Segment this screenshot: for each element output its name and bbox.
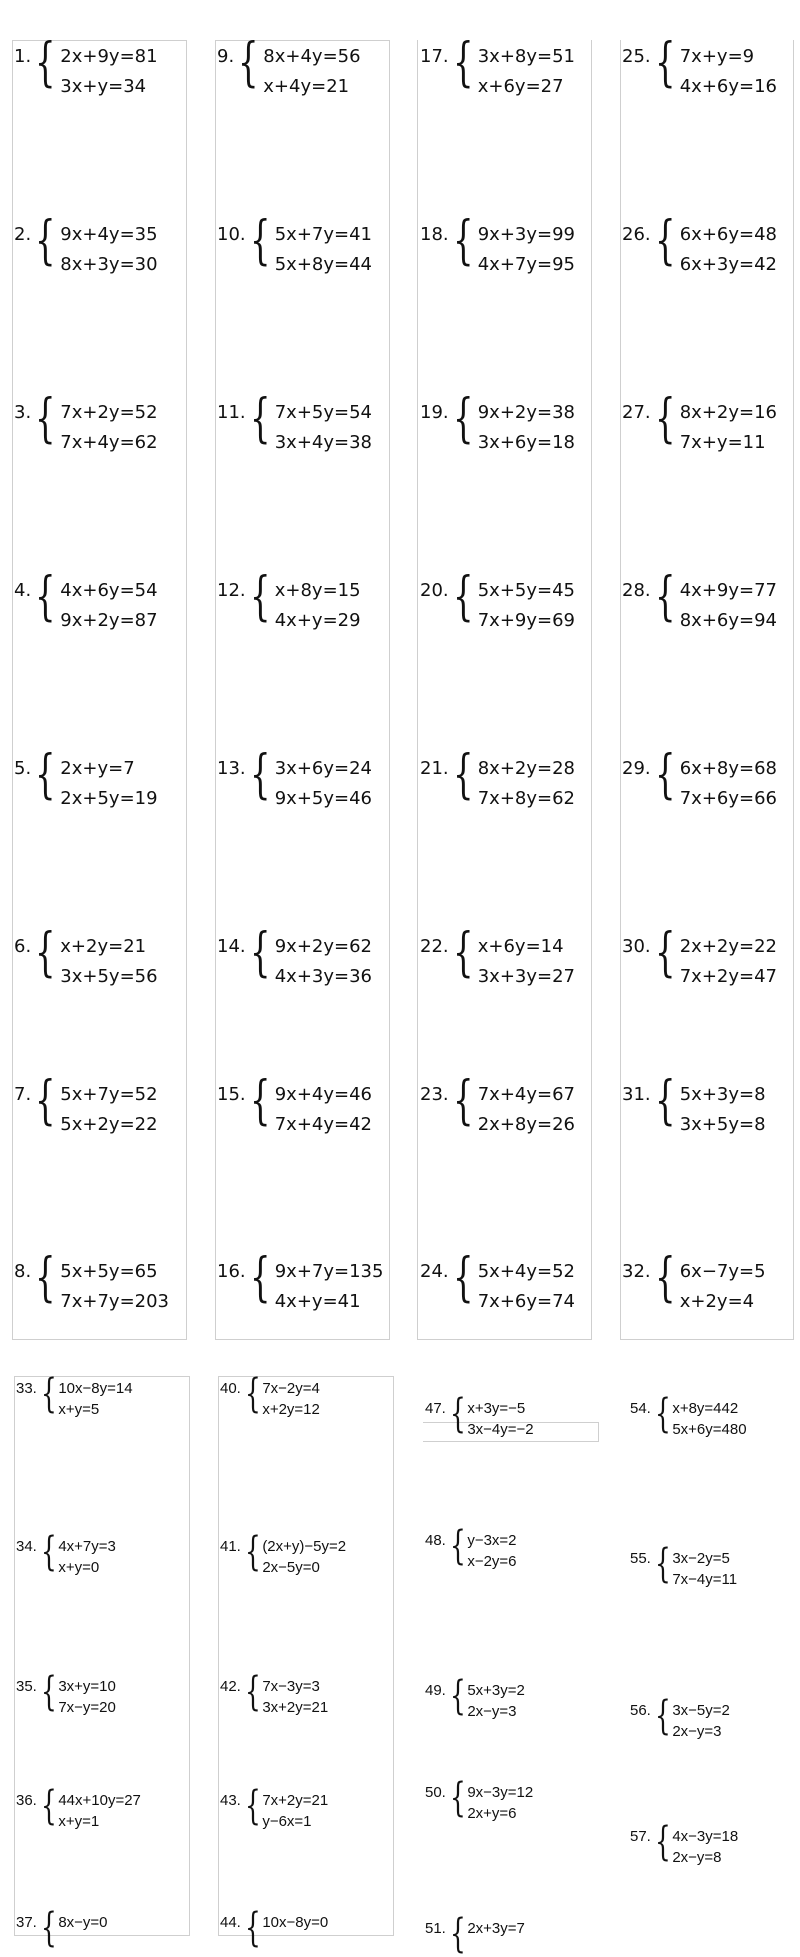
problem-number: 40. xyxy=(220,1380,241,1397)
equation: 3x−2y=5 xyxy=(672,1550,730,1567)
problem-number: 15. xyxy=(217,1084,246,1105)
left-brace-icon: { xyxy=(35,1248,56,1308)
left-brace-icon: { xyxy=(452,567,474,627)
equation: 7x+6y=74 xyxy=(477,1291,576,1312)
equation-system xyxy=(217,389,373,458)
equation: 9x−3y=12 xyxy=(467,1784,534,1801)
equation: 7x+6y=66 xyxy=(679,788,778,809)
left-brace-icon: { xyxy=(35,389,56,449)
problem-number: 20. xyxy=(420,580,449,601)
equation-system xyxy=(622,745,778,814)
problem-number: 17. xyxy=(420,46,449,67)
problem-number: 49. xyxy=(425,1682,446,1699)
problem-number: 14. xyxy=(217,936,246,957)
left-brace-icon: { xyxy=(249,1248,271,1308)
problem-number: 4. xyxy=(14,580,32,601)
left-brace-icon: { xyxy=(449,1673,466,1719)
problem-number: 5. xyxy=(14,758,32,779)
left-brace-icon: { xyxy=(452,1071,474,1131)
problem-number: 2. xyxy=(14,224,32,245)
equation: 7x+9y=69 xyxy=(477,610,576,631)
equation: x+y=1 xyxy=(58,1813,100,1830)
equation: 7x−2y=4 xyxy=(262,1380,320,1397)
left-brace-icon: { xyxy=(654,1071,676,1131)
equation: 7x+4y=67 xyxy=(477,1084,576,1105)
equation-system xyxy=(425,1391,534,1440)
left-brace-icon: { xyxy=(449,1775,466,1821)
equation-system xyxy=(622,1071,766,1140)
left-brace-icon: { xyxy=(244,1371,261,1417)
left-brace-icon: { xyxy=(452,389,474,449)
left-brace-icon: { xyxy=(35,567,56,627)
problem-number: 41. xyxy=(220,1538,241,1555)
left-brace-icon: { xyxy=(35,1071,56,1131)
problem-number: 6. xyxy=(14,936,32,957)
left-brace-icon: { xyxy=(249,1071,271,1131)
equation-system xyxy=(217,567,361,636)
equation: 3x+5y=8 xyxy=(679,1114,766,1135)
equation: 9x+4y=35 xyxy=(60,224,158,245)
equation: x+6y=27 xyxy=(477,76,564,97)
problem-number: 10. xyxy=(217,224,246,245)
problem-number: 7. xyxy=(14,1084,32,1105)
equation-system xyxy=(630,1541,738,1590)
equation-system xyxy=(420,745,576,814)
equation: 8x+4y=56 xyxy=(263,46,361,67)
problem-number: 57. xyxy=(630,1828,651,1845)
column-box-6 xyxy=(218,1371,394,1936)
problem-number: 29. xyxy=(622,758,651,779)
left-brace-icon: { xyxy=(244,1529,261,1575)
equation-system xyxy=(425,1523,517,1572)
problem-number: 11. xyxy=(217,402,246,423)
equation: 4x+3y=36 xyxy=(274,966,373,987)
equation: 8x+2y=16 xyxy=(679,402,778,423)
left-brace-icon: { xyxy=(452,33,474,93)
problem-number: 19. xyxy=(420,402,449,423)
equation: x+y=5 xyxy=(58,1401,100,1418)
equation: 7x+2y=21 xyxy=(262,1792,329,1809)
problem-number: 22. xyxy=(420,936,449,957)
equation: x+6y=14 xyxy=(477,936,564,957)
equation: 3x−5y=2 xyxy=(672,1702,730,1719)
equation: 2x+y=6 xyxy=(467,1805,517,1822)
equation: 3x+y=34 xyxy=(60,76,147,97)
equation: 5x+5y=45 xyxy=(477,580,576,601)
equation: 2x−y=3 xyxy=(672,1723,722,1740)
left-brace-icon: { xyxy=(452,923,474,983)
equation: 4x+y=41 xyxy=(274,1291,361,1312)
equation-system xyxy=(217,923,373,992)
equation: x+4y=21 xyxy=(263,76,350,97)
equation-system xyxy=(220,1371,320,1420)
equation-system xyxy=(16,1669,116,1718)
equation: 44x+10y=27 xyxy=(58,1792,141,1809)
equation: 3x+8y=51 xyxy=(477,46,576,67)
equation-system xyxy=(425,1673,525,1722)
equation: x+8y=442 xyxy=(672,1400,739,1417)
left-brace-icon: { xyxy=(249,923,271,983)
equation-system xyxy=(420,1071,576,1140)
equation-system xyxy=(425,1775,534,1824)
equation: 4x+9y=77 xyxy=(679,580,778,601)
left-brace-icon: { xyxy=(654,1819,671,1865)
equation-system xyxy=(630,1819,739,1868)
left-brace-icon: { xyxy=(40,1783,57,1829)
equation: 9x+7y=135 xyxy=(274,1261,384,1282)
left-brace-icon: { xyxy=(40,1371,57,1417)
equation-system xyxy=(622,1248,766,1317)
left-brace-icon: { xyxy=(449,1911,466,1957)
problem-number: 24. xyxy=(420,1261,449,1282)
equation: 9x+2y=62 xyxy=(274,936,373,957)
equation: 2x−y=3 xyxy=(467,1703,517,1720)
problem-number: 8. xyxy=(14,1261,32,1282)
equation-system xyxy=(622,923,778,992)
equation-system xyxy=(14,1248,170,1317)
equation: y−6x=1 xyxy=(262,1813,312,1830)
equation-system xyxy=(630,1693,730,1742)
problem-number: 37. xyxy=(16,1914,37,1931)
left-brace-icon: { xyxy=(452,745,474,805)
equation: 5x+2y=22 xyxy=(60,1114,158,1135)
left-brace-icon: { xyxy=(452,211,474,271)
problem-number: 33. xyxy=(16,1380,37,1397)
equation: 4x+y=29 xyxy=(274,610,361,631)
problem-number: 55. xyxy=(630,1550,651,1567)
equation-system xyxy=(14,389,158,458)
equation: 2x+y=7 xyxy=(60,758,135,779)
equation-system xyxy=(420,1248,576,1317)
equation: 7x+y=11 xyxy=(679,432,766,453)
left-brace-icon: { xyxy=(654,1391,671,1437)
left-brace-icon: { xyxy=(35,923,56,983)
problem-number: 23. xyxy=(420,1084,449,1105)
equation: 3x+3y=27 xyxy=(477,966,576,987)
problem-number: 42. xyxy=(220,1678,241,1695)
equation: 5x+5y=65 xyxy=(60,1261,158,1282)
equation: 5x+3y=8 xyxy=(679,1084,766,1105)
problem-number: 21. xyxy=(420,758,449,779)
equation: 3x+6y=18 xyxy=(477,432,576,453)
equation: 2x+9y=81 xyxy=(60,46,158,67)
equation: 3x+5y=56 xyxy=(60,966,158,987)
problem-number: 50. xyxy=(425,1784,446,1801)
problem-number: 32. xyxy=(622,1261,651,1282)
equation: 8x+6y=94 xyxy=(679,610,778,631)
equation: 8x+3y=30 xyxy=(60,254,158,275)
left-brace-icon: { xyxy=(654,1248,676,1308)
equation: 9x+5y=46 xyxy=(274,788,373,809)
equation: 4x−3y=18 xyxy=(672,1828,739,1845)
equation: 4x+6y=54 xyxy=(60,580,158,601)
equation: 5x+7y=52 xyxy=(60,1084,158,1105)
equation-system xyxy=(14,1071,158,1140)
equation-system xyxy=(16,1529,116,1578)
equation: 6x−7y=5 xyxy=(679,1261,766,1282)
equation: y−3x=2 xyxy=(467,1532,517,1549)
problem-number: 28. xyxy=(622,580,651,601)
equation: 5x+3y=2 xyxy=(467,1682,525,1699)
left-brace-icon: { xyxy=(249,211,271,271)
problem-number: 35. xyxy=(16,1678,37,1695)
left-brace-icon: { xyxy=(40,1529,57,1575)
equation: 3x+4y=38 xyxy=(274,432,373,453)
problem-number: 54. xyxy=(630,1400,651,1417)
equation: x+2y=12 xyxy=(262,1401,320,1418)
equation: 9x+4y=46 xyxy=(274,1084,373,1105)
equation-system xyxy=(622,567,778,636)
equation-system xyxy=(217,211,373,280)
problem-number: 26. xyxy=(622,224,651,245)
problem-number: 51. xyxy=(425,1920,446,1937)
left-brace-icon: { xyxy=(654,567,676,627)
equation-system xyxy=(420,923,576,992)
problem-number: 16. xyxy=(217,1261,246,1282)
left-brace-icon: { xyxy=(244,1783,261,1829)
left-brace-icon: { xyxy=(452,1248,474,1308)
equation-system xyxy=(622,33,778,102)
equation: 4x+7y=3 xyxy=(58,1538,116,1555)
equation: 3x+2y=21 xyxy=(262,1699,329,1716)
equation: 7x+y=9 xyxy=(679,46,755,67)
equation: 2x+5y=19 xyxy=(60,788,158,809)
problem-number: 36. xyxy=(16,1792,37,1809)
equation-system xyxy=(420,389,576,458)
equation: x+y=0 xyxy=(58,1559,100,1576)
left-brace-icon: { xyxy=(35,33,56,93)
problem-number: 48. xyxy=(425,1532,446,1549)
equation: 6x+3y=42 xyxy=(679,254,778,275)
problem-number: 34. xyxy=(16,1538,37,1555)
equation: 7x+2y=52 xyxy=(60,402,158,423)
left-brace-icon: { xyxy=(449,1391,466,1437)
equation: x+8y=15 xyxy=(274,580,361,601)
equation: 7x+5y=54 xyxy=(274,402,373,423)
equation: 5x+7y=41 xyxy=(274,224,373,245)
left-brace-icon: { xyxy=(654,389,676,449)
equation-system xyxy=(220,1905,329,1951)
equation-system xyxy=(420,567,576,636)
problem-number: 9. xyxy=(217,46,235,67)
left-brace-icon: { xyxy=(249,389,271,449)
problem-number: 25. xyxy=(622,46,651,67)
equation: x+2y=4 xyxy=(679,1291,755,1312)
equation: 10x−8y=0 xyxy=(262,1914,329,1931)
equation: 2x+2y=22 xyxy=(679,936,778,957)
equation-system xyxy=(16,1371,133,1420)
left-brace-icon: { xyxy=(35,211,56,271)
problem-number: 12. xyxy=(217,580,246,601)
equation-system xyxy=(14,211,158,280)
equation-system xyxy=(622,211,778,280)
column-box-5 xyxy=(14,1371,190,1936)
equation-system xyxy=(420,211,576,280)
equation-system xyxy=(220,1783,329,1832)
equation: 3x+y=10 xyxy=(58,1678,116,1695)
equation: x+3y=−5 xyxy=(467,1400,526,1417)
equation: 2x−5y=0 xyxy=(262,1559,320,1576)
problem-number: 1. xyxy=(14,46,32,67)
equation: 7x+4y=42 xyxy=(274,1114,373,1135)
equation: 2x−y=8 xyxy=(672,1849,722,1866)
equation: 7x−3y=3 xyxy=(262,1678,320,1695)
problem-number: 18. xyxy=(420,224,449,245)
equation: 7x+8y=62 xyxy=(477,788,576,809)
equation-system xyxy=(622,389,778,458)
equation: 9x+2y=87 xyxy=(60,610,158,631)
equation: x−2y=6 xyxy=(467,1553,517,1570)
equation-system xyxy=(14,923,158,992)
equation: 8x+2y=28 xyxy=(477,758,576,779)
left-brace-icon: { xyxy=(249,745,271,805)
equation: 4x+6y=16 xyxy=(679,76,778,97)
left-brace-icon: { xyxy=(654,1693,671,1739)
equation: (2x+y)−5y=2 xyxy=(262,1538,347,1555)
equation-system xyxy=(630,1391,747,1440)
equation: 7x+2y=47 xyxy=(679,966,778,987)
problem-number: 3. xyxy=(14,402,32,423)
problem-number: 30. xyxy=(622,936,651,957)
equation: 5x+6y=480 xyxy=(672,1421,747,1438)
equation: 7x−4y=11 xyxy=(672,1571,738,1588)
equation: 10x−8y=14 xyxy=(58,1380,133,1397)
equation-system xyxy=(217,1071,373,1140)
problem-number: 56. xyxy=(630,1702,651,1719)
equation: 6x+6y=48 xyxy=(679,224,778,245)
equation-system xyxy=(16,1783,141,1832)
problem-number: 47. xyxy=(425,1400,446,1417)
equation: 2x+8y=26 xyxy=(477,1114,576,1135)
equation: 3x−4y=−2 xyxy=(467,1421,534,1438)
equation: 9x+3y=99 xyxy=(477,224,576,245)
left-brace-icon: { xyxy=(40,1905,57,1951)
problem-number: 44. xyxy=(220,1914,241,1931)
equation-system xyxy=(16,1905,108,1951)
left-brace-icon: { xyxy=(40,1669,57,1715)
left-brace-icon: { xyxy=(244,1905,261,1951)
equation: 8x−y=0 xyxy=(58,1914,108,1931)
problem-number: 13. xyxy=(217,758,246,779)
equation: 5x+8y=44 xyxy=(274,254,373,275)
left-brace-icon: { xyxy=(654,1541,671,1587)
equation: 7x+4y=62 xyxy=(60,432,158,453)
equation-system xyxy=(220,1669,329,1718)
left-brace-icon: { xyxy=(244,1669,261,1715)
equation-system xyxy=(14,567,158,636)
equation: 5x+4y=52 xyxy=(477,1261,576,1282)
equation-system xyxy=(14,745,158,814)
left-brace-icon: { xyxy=(654,745,676,805)
equation: 9x+2y=38 xyxy=(477,402,576,423)
equation: x+2y=21 xyxy=(60,936,147,957)
left-brace-icon: { xyxy=(654,923,676,983)
problem-number: 43. xyxy=(220,1792,241,1809)
equation: 4x+7y=95 xyxy=(477,254,576,275)
equation-system xyxy=(420,33,576,102)
left-brace-icon: { xyxy=(238,33,259,93)
equation-system xyxy=(217,745,373,814)
equation: 7x+7y=203 xyxy=(60,1291,170,1312)
equation-system xyxy=(220,1529,347,1578)
equation-system xyxy=(217,1248,384,1317)
left-brace-icon: { xyxy=(449,1523,466,1569)
equation: 3x+6y=24 xyxy=(274,758,373,779)
left-brace-icon: { xyxy=(654,211,676,271)
problem-number: 27. xyxy=(622,402,651,423)
equation: 6x+8y=68 xyxy=(679,758,778,779)
equation: 7x−y=20 xyxy=(58,1699,116,1716)
left-brace-icon: { xyxy=(654,33,676,93)
equation-system xyxy=(425,1911,525,1957)
left-brace-icon: { xyxy=(249,567,271,627)
equation-system xyxy=(217,33,361,102)
equation-system xyxy=(14,33,158,102)
equation: 2x+3y=7 xyxy=(467,1920,525,1937)
left-brace-icon: { xyxy=(35,745,56,805)
problem-number: 31. xyxy=(622,1084,651,1105)
